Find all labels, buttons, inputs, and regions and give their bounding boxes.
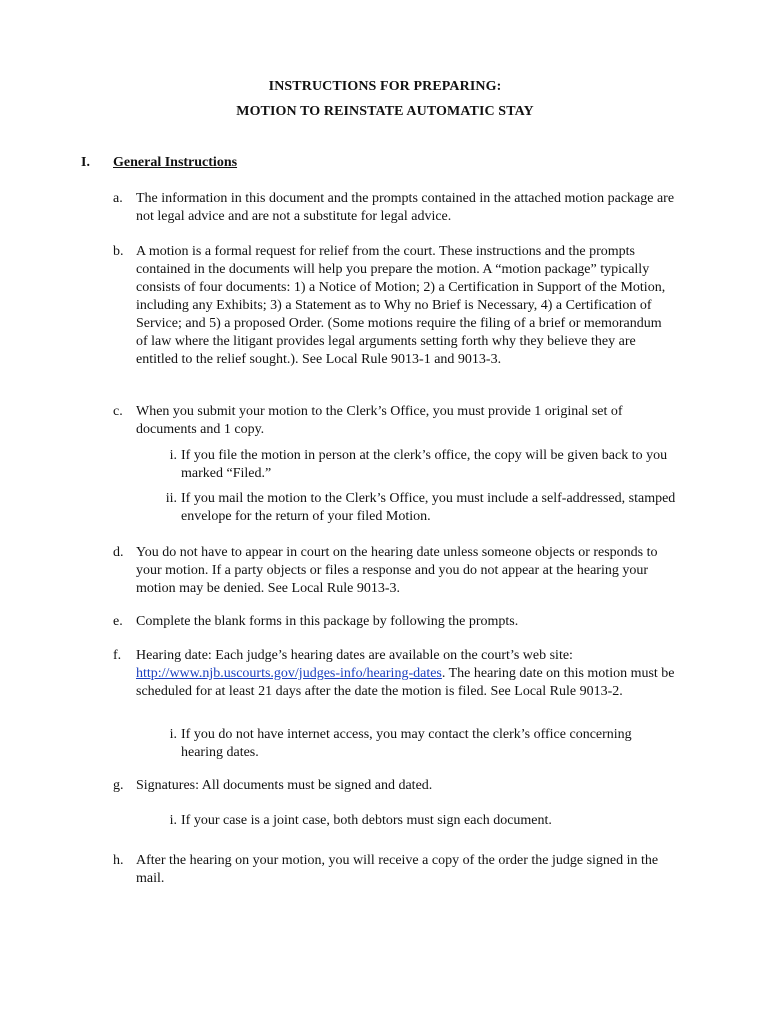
list-marker: b. (113, 244, 124, 259)
doc-title-line1: INSTRUCTIONS FOR PREPARING: (268, 79, 502, 94)
list-marker: g. (113, 778, 124, 793)
doc-title-line2: MOTION TO REINSTATE AUTOMATIC STAY (236, 104, 534, 119)
list-item-text: Signatures: All documents must be signed and dated. (136, 778, 433, 793)
list-item-text-before: Hearing date: Each judge’s hearing dates are available on the court’s web site: (136, 648, 573, 663)
list-item-text: After the hearing on your motion, you will receive a copy of the order the judge signed in the mail. (136, 853, 659, 886)
list-item-text: Complete the blank forms in this package by following the prompts. (136, 614, 519, 629)
sub-item-text: If your case is a joint case, both debtors must sign each document. (181, 813, 552, 828)
list-marker: a. (113, 191, 123, 206)
list-item-text: When you submit your motion to the Clerk’s Office, you must provide 1 original set of documents and 1 copy. (136, 404, 623, 437)
sub-item-text: If you file the motion in person at the clerk’s office, the copy will be given back to you marked “Filed.” (181, 448, 668, 481)
list-item-text: The information in this document and the prompts contained in the attached motion package are not legal advice and are not a substitute for legal advice. (136, 191, 675, 224)
list-marker: h. (113, 853, 124, 868)
list-marker: c. (113, 404, 123, 419)
hearing-dates-link[interactable]: http://www.njb.uscourts.gov/judges-info/hearing-dates (136, 666, 442, 681)
sub-item-text: If you do not have internet access, you may contact the clerk’s office concerning hearing dates. (181, 727, 632, 760)
list-marker: e. (113, 614, 123, 629)
list-item-text (136, 647, 676, 701)
list-marker: f. (113, 648, 122, 663)
list-marker: d. (113, 545, 124, 560)
list-item-text-after: . The hearing date on this motion must be scheduled for at least 21 days after the date the motion is filed. See Local Rule 9013-2. (136, 666, 675, 699)
sub-marker: i. (169, 727, 177, 742)
sub-marker: i. (169, 448, 177, 463)
sub-marker: ii. (165, 491, 177, 506)
sub-marker: i. (169, 813, 177, 828)
section-number: I. (81, 155, 90, 170)
list-item-text: A motion is a formal request for relief from the court. These instructions and the prompts contained in the documents will help you prepare the motion. A “motion package” typically consists of four documents: 1) a Notice of Motion; 2) a Certification in Support of the Motion, including any Exhibits; 3) a Statement as to Why no Brief is Necessary, 4) a Certification of Service; and 5) a proposed Order. (Some motions require the filing of a brief or memorandum of law where the litigant provides legal arguments setting forth why they believe they are entitled to the relief sought.). See Local Rule 9013-1 and 9013-3. (136, 244, 666, 367)
list-item-text: You do not have to appear in court on the hearing date unless someone objects or responds to your motion. If a party objects or files a response and you do not appear at the hearing your motion may be denied. See Local Rule 9013-3. (136, 545, 658, 596)
sub-item-text: If you mail the motion to the Clerk’s Office, you must include a self-addressed, stamped envelope for the return of your filed Motion. (181, 491, 676, 524)
section-title: General Instructions (113, 155, 238, 170)
